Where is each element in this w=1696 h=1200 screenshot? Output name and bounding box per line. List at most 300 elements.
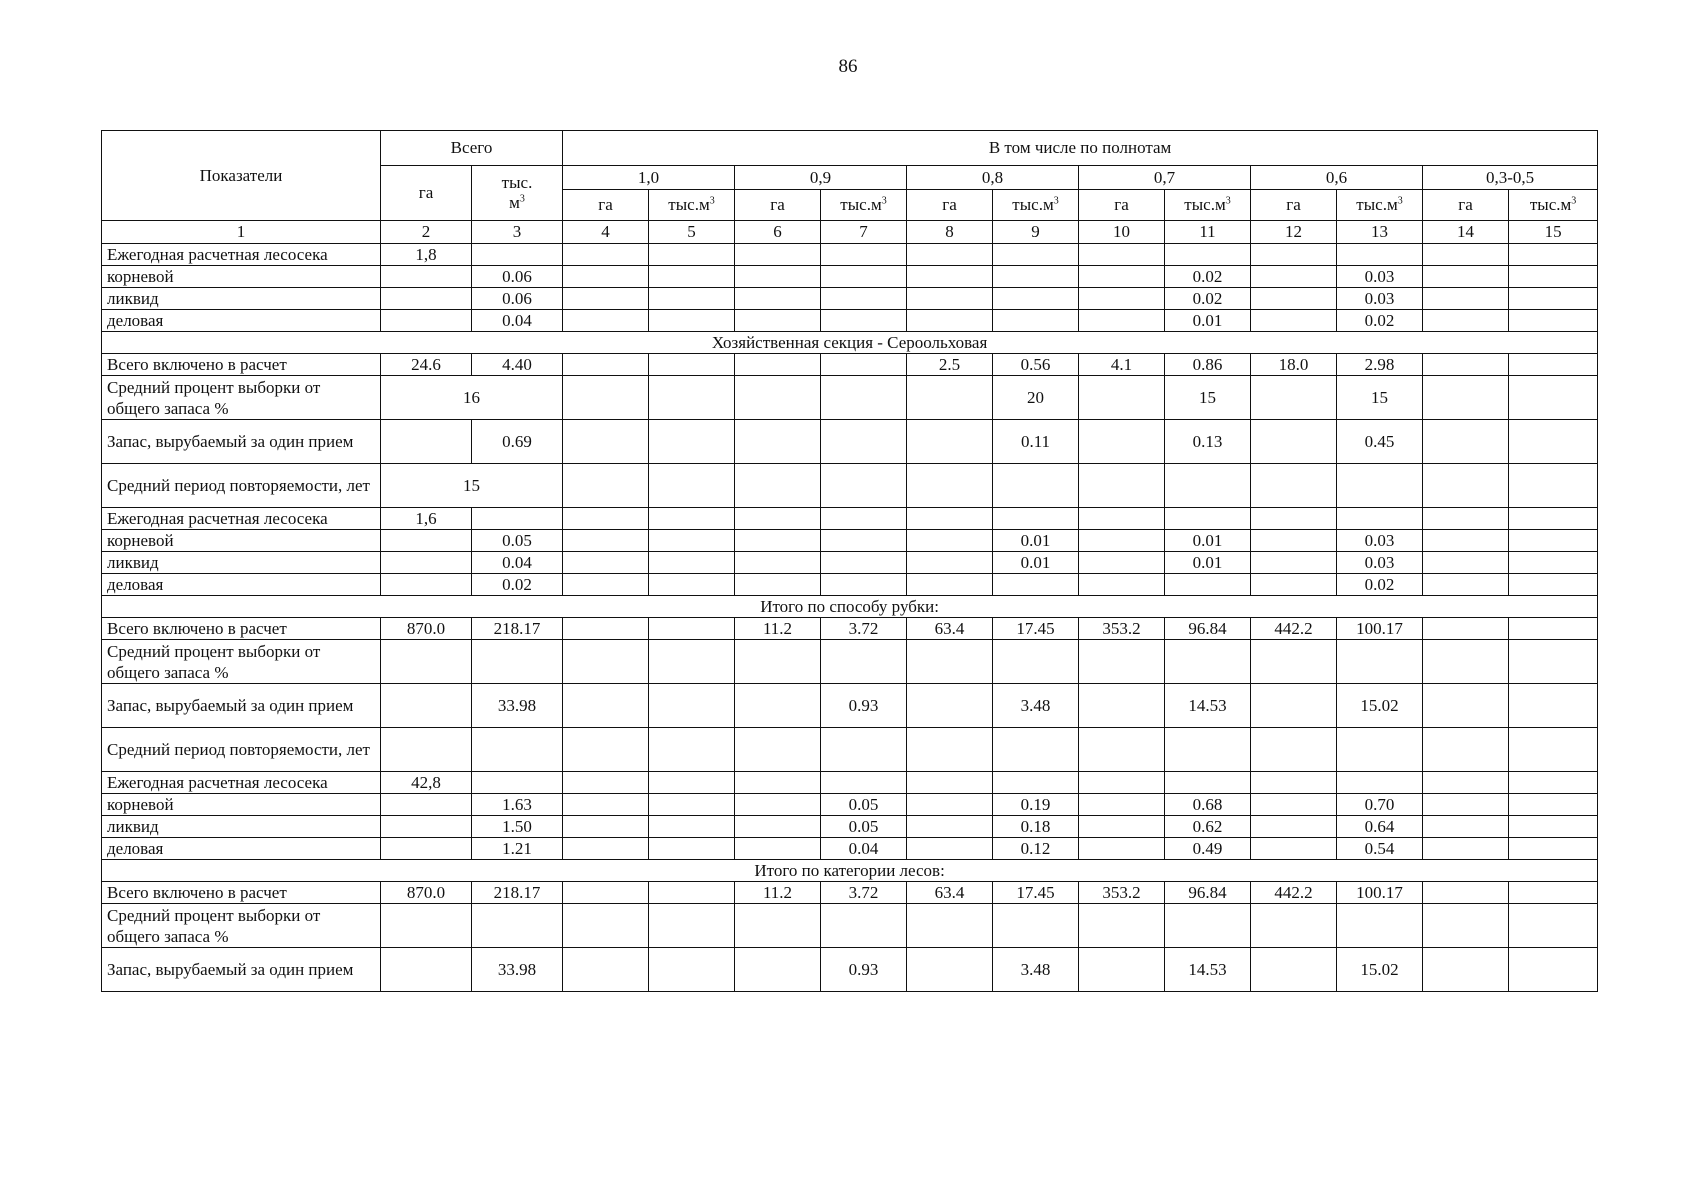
table-cell: [563, 266, 649, 288]
table-cell: [1251, 728, 1337, 772]
table-cell: 0.12: [993, 838, 1079, 860]
row-label: деловая: [102, 574, 381, 596]
table-cell: 0.49: [1165, 838, 1251, 860]
table-cell: [735, 574, 821, 596]
column-number: 10: [1079, 221, 1165, 244]
table-cell: [1165, 508, 1251, 530]
page-number: 86: [838, 56, 858, 77]
table-cell: [563, 244, 649, 266]
table-cell: [1423, 794, 1509, 816]
table-cell: 0.19: [993, 794, 1079, 816]
table-row: [102, 948, 1598, 992]
table-cell: [821, 640, 907, 684]
table-cell: [907, 376, 993, 420]
table-cell: [1423, 728, 1509, 772]
table-cell: [735, 244, 821, 266]
table-cell: [735, 552, 821, 574]
table-cell: 15.02: [1337, 684, 1423, 728]
table-cell: [907, 530, 993, 552]
table-cell: [381, 816, 472, 838]
table-cell: [472, 244, 563, 266]
table-cell: [1509, 288, 1598, 310]
table-cell: [1079, 464, 1165, 508]
table-cell: [821, 354, 907, 376]
table-cell: [821, 310, 907, 332]
unit-thous-m3: $тыс.м^3$: [993, 190, 1079, 221]
table-cell: [381, 838, 472, 860]
table-cell: [563, 574, 649, 596]
table-cell: [993, 244, 1079, 266]
table-cell: [821, 552, 907, 574]
unit-thous-m3: $тыс.м^3$: [649, 190, 735, 221]
table-cell: 870.0: [381, 618, 472, 640]
table-cell: [563, 530, 649, 552]
table-cell: [1509, 882, 1598, 904]
table-cell: [821, 574, 907, 596]
table-row: [102, 244, 1598, 266]
section-title: Итого по способу рубки:: [102, 596, 1598, 618]
column-number: 3: [472, 221, 563, 244]
table-cell: [821, 464, 907, 508]
table-cell: [649, 948, 735, 992]
table-cell: [563, 882, 649, 904]
table-row: [102, 684, 1598, 728]
table-cell: [1509, 420, 1598, 464]
row-label: Средний процент выборки от общего запаса %: [102, 640, 381, 684]
table-cell: 33.98: [472, 684, 563, 728]
table-cell: [649, 288, 735, 310]
table-cell: 0.62: [1165, 816, 1251, 838]
table-cell: [381, 640, 472, 684]
table-cell: [735, 838, 821, 860]
table-cell: [649, 376, 735, 420]
table-cell: 11.2: [735, 618, 821, 640]
section-title: Хозяйственная секция - Сероольховая: [102, 332, 1598, 354]
table-row: [102, 310, 1598, 332]
table-cell: [907, 574, 993, 596]
table-cell: 1,8: [381, 244, 472, 266]
table-cell: [649, 640, 735, 684]
table-cell: [1509, 376, 1598, 420]
unit-thous-m3: $тыс.м^3$: [1337, 190, 1423, 221]
table-row: [102, 794, 1598, 816]
table-row: [102, 838, 1598, 860]
section-row: [102, 860, 1598, 882]
table-cell: [1165, 772, 1251, 794]
table-cell: 1.21: [472, 838, 563, 860]
table-cell: 0.02: [472, 574, 563, 596]
table-cell: [735, 728, 821, 772]
table-cell: 4.1: [1079, 354, 1165, 376]
table-cell: [649, 794, 735, 816]
table-cell: [1079, 948, 1165, 992]
section-row: [102, 596, 1598, 618]
table-cell: 63.4: [907, 882, 993, 904]
table-cell: [381, 288, 472, 310]
table-cell: 0.02: [1165, 288, 1251, 310]
table-cell: [735, 794, 821, 816]
table-cell: [649, 772, 735, 794]
table-cell: [563, 794, 649, 816]
table-cell: 17.45: [993, 618, 1079, 640]
table-cell: [1337, 464, 1423, 508]
table-cell: 218.17: [472, 882, 563, 904]
table-cell: [1079, 838, 1165, 860]
header-indicators: Показатели: [102, 131, 381, 221]
table-cell: [1423, 640, 1509, 684]
table-cell: [993, 266, 1079, 288]
table-cell: [1079, 728, 1165, 772]
table-cell: 0.05: [472, 530, 563, 552]
table-cell: [907, 728, 993, 772]
table-cell: [1251, 244, 1337, 266]
table-cell: [735, 508, 821, 530]
table-cell: [472, 772, 563, 794]
table-cell: [993, 310, 1079, 332]
table-cell: [907, 904, 993, 948]
table-cell: [1423, 244, 1509, 266]
table-cell: 14.53: [1165, 948, 1251, 992]
table-cell: [993, 728, 1079, 772]
table-cell: [1165, 904, 1251, 948]
table-cell: [1251, 464, 1337, 508]
row-label: корневой: [102, 794, 381, 816]
row-label: Средний процент выборки от общего запаса %: [102, 904, 381, 948]
table-cell: [1079, 772, 1165, 794]
table-cell: 0.13: [1165, 420, 1251, 464]
table-cell: [735, 266, 821, 288]
table-cell: [563, 288, 649, 310]
column-number: 15: [1509, 221, 1598, 244]
table-cell: [381, 948, 472, 992]
unit-ha: га: [563, 190, 649, 221]
table-cell: [1423, 354, 1509, 376]
table-cell: [1079, 640, 1165, 684]
table-cell: [563, 728, 649, 772]
table-cell: [563, 684, 649, 728]
density-group-header: 0,6: [1251, 166, 1423, 190]
table-row: [102, 772, 1598, 794]
row-label: корневой: [102, 266, 381, 288]
table-cell: 24.6: [381, 354, 472, 376]
table-cell: [649, 508, 735, 530]
table-cell: 0.03: [1337, 266, 1423, 288]
table-cell: [907, 420, 993, 464]
table-cell: [993, 574, 1079, 596]
table-cell: [1423, 904, 1509, 948]
row-label: ликвид: [102, 816, 381, 838]
table-cell: [907, 816, 993, 838]
table-cell: [1251, 794, 1337, 816]
table-cell: [381, 574, 472, 596]
column-number: 9: [993, 221, 1079, 244]
table-cell: [1423, 574, 1509, 596]
table-cell: 0.18: [993, 816, 1079, 838]
table-cell: [1509, 508, 1598, 530]
table-cell: 3.48: [993, 684, 1079, 728]
table-cell: [381, 684, 472, 728]
table-cell: 100.17: [1337, 882, 1423, 904]
table-cell: [563, 464, 649, 508]
table-cell: [1251, 838, 1337, 860]
table-cell: 0.06: [472, 266, 563, 288]
table-cell: [563, 838, 649, 860]
table-cell: [1251, 508, 1337, 530]
table-cell: [1079, 574, 1165, 596]
column-number: 5: [649, 221, 735, 244]
row-label: Средний период повторяемости, лет: [102, 728, 381, 772]
table-cell: [1079, 552, 1165, 574]
table-cell: [1251, 816, 1337, 838]
table-cell: [1423, 420, 1509, 464]
table-cell: [649, 310, 735, 332]
table-cell: 15.02: [1337, 948, 1423, 992]
table-cell: 11.2: [735, 882, 821, 904]
table-cell: 15: [1337, 376, 1423, 420]
table-cell: 353.2: [1079, 618, 1165, 640]
table-cell: 353.2: [1079, 882, 1165, 904]
table-cell: [563, 354, 649, 376]
table-row: [102, 376, 1598, 420]
table-cell: [735, 288, 821, 310]
table-cell: [821, 244, 907, 266]
table-cell: 0.03: [1337, 552, 1423, 574]
table-cell: [1423, 684, 1509, 728]
table-cell: [472, 728, 563, 772]
table-row: [102, 552, 1598, 574]
table-cell: [1079, 266, 1165, 288]
column-number: 8: [907, 221, 993, 244]
table-cell: [1423, 266, 1509, 288]
table-cell: [1509, 640, 1598, 684]
table-cell: [1423, 618, 1509, 640]
table-cell: [381, 904, 472, 948]
table-cell: 0.03: [1337, 530, 1423, 552]
table-cell: [1251, 684, 1337, 728]
table-cell: [735, 530, 821, 552]
table-cell: [735, 772, 821, 794]
table-cell: [649, 244, 735, 266]
table-cell: [649, 904, 735, 948]
table-cell: [1509, 244, 1598, 266]
table-cell: [472, 508, 563, 530]
section-row: [102, 332, 1598, 354]
table-cell: 96.84: [1165, 618, 1251, 640]
table-cell: 0.11: [993, 420, 1079, 464]
table-cell: [907, 266, 993, 288]
table-cell: [1251, 904, 1337, 948]
table-cell: [1165, 244, 1251, 266]
table-cell: 0.93: [821, 684, 907, 728]
table-cell: [1251, 574, 1337, 596]
table-cell: 0.70: [1337, 794, 1423, 816]
table-cell: [1509, 684, 1598, 728]
table-cell: 4.40: [472, 354, 563, 376]
table-cell: [993, 904, 1079, 948]
table-cell: [821, 288, 907, 310]
table-cell: [1251, 376, 1337, 420]
table-cell: [735, 948, 821, 992]
table-cell: [1423, 552, 1509, 574]
table-cell: [381, 794, 472, 816]
table-cell: [649, 882, 735, 904]
table-cell: 42,8: [381, 772, 472, 794]
table-cell: 0.02: [1165, 266, 1251, 288]
table-row: [102, 420, 1598, 464]
table-cell: [563, 552, 649, 574]
table-cell: 100.17: [1337, 618, 1423, 640]
table-cell: 1.63: [472, 794, 563, 816]
table-row: [102, 574, 1598, 596]
table-cell: [735, 354, 821, 376]
table-cell: [821, 530, 907, 552]
table-cell: 0.03: [1337, 288, 1423, 310]
table-cell: [381, 728, 472, 772]
row-label: Ежегодная расчетная лесосека: [102, 508, 381, 530]
table-cell: [735, 904, 821, 948]
table-cell: 96.84: [1165, 882, 1251, 904]
table-cell: [1509, 618, 1598, 640]
header-total-thous-m3: тыс. $м^3$: [472, 166, 563, 221]
merged-total-cell: 16: [381, 376, 563, 420]
table-cell: [649, 574, 735, 596]
row-label: ликвид: [102, 552, 381, 574]
row-label: деловая: [102, 838, 381, 860]
table-row: [102, 288, 1598, 310]
table-cell: 0.06: [472, 288, 563, 310]
table-cell: 3.72: [821, 618, 907, 640]
table-row: [102, 266, 1598, 288]
table-row: [102, 816, 1598, 838]
density-group-header: 0,3-0,5: [1423, 166, 1598, 190]
table-cell: 20: [993, 376, 1079, 420]
table-cell: [735, 310, 821, 332]
table-cell: [1423, 816, 1509, 838]
table-row: [102, 464, 1598, 508]
section-title: Итого по категории лесов:: [102, 860, 1598, 882]
table-cell: [381, 530, 472, 552]
table-cell: [1509, 904, 1598, 948]
table-cell: [1165, 640, 1251, 684]
table-cell: [735, 420, 821, 464]
table-cell: [1165, 574, 1251, 596]
table-cell: 3.72: [821, 882, 907, 904]
table-cell: [1509, 728, 1598, 772]
table-cell: [1423, 508, 1509, 530]
table-cell: [1079, 244, 1165, 266]
table-cell: 0.68: [1165, 794, 1251, 816]
table-cell: [381, 420, 472, 464]
table-cell: [563, 772, 649, 794]
table-cell: [381, 552, 472, 574]
table-cell: [993, 772, 1079, 794]
table-cell: [1337, 728, 1423, 772]
table-cell: [907, 552, 993, 574]
table-cell: [1251, 310, 1337, 332]
table-cell: [1423, 772, 1509, 794]
table-cell: [381, 310, 472, 332]
row-label: деловая: [102, 310, 381, 332]
table-cell: 0.05: [821, 794, 907, 816]
forest-table: [101, 130, 1598, 992]
table-cell: [563, 816, 649, 838]
table-cell: 2.98: [1337, 354, 1423, 376]
table-cell: [907, 948, 993, 992]
table-cell: [1509, 948, 1598, 992]
table-cell: [1079, 816, 1165, 838]
table-cell: [735, 376, 821, 420]
column-number: 14: [1423, 221, 1509, 244]
table-cell: 3.48: [993, 948, 1079, 992]
table-row: [102, 640, 1598, 684]
row-label: Запас, вырубаемый за один прием: [102, 948, 381, 992]
table-cell: [563, 508, 649, 530]
table-cell: [1251, 640, 1337, 684]
table-cell: 0.01: [993, 552, 1079, 574]
table-cell: [1337, 508, 1423, 530]
table-cell: [821, 508, 907, 530]
column-number: 6: [735, 221, 821, 244]
table-cell: [1509, 794, 1598, 816]
table-cell: [1251, 288, 1337, 310]
table-cell: [907, 244, 993, 266]
table-cell: [735, 816, 821, 838]
unit-ha: га: [1251, 190, 1337, 221]
table-cell: [472, 904, 563, 948]
table-cell: [907, 508, 993, 530]
density-group-header: 0,7: [1079, 166, 1251, 190]
table-cell: [381, 266, 472, 288]
table-cell: [1423, 310, 1509, 332]
table-cell: [1509, 772, 1598, 794]
table-cell: [649, 838, 735, 860]
table-cell: [1079, 530, 1165, 552]
table-cell: [563, 420, 649, 464]
table-cell: 0.93: [821, 948, 907, 992]
table-cell: [1079, 376, 1165, 420]
table-cell: [1423, 838, 1509, 860]
table-cell: [1509, 266, 1598, 288]
table-cell: [1423, 948, 1509, 992]
table-cell: 0.02: [1337, 574, 1423, 596]
table-cell: [907, 288, 993, 310]
table-row: [102, 904, 1598, 948]
table-cell: [1423, 376, 1509, 420]
header-including-by-density: В том числе по полнотам: [563, 131, 1598, 166]
table-cell: [907, 640, 993, 684]
column-number-row: [102, 221, 1598, 244]
table-cell: [1509, 552, 1598, 574]
table-cell: [649, 464, 735, 508]
table-cell: [1251, 552, 1337, 574]
table-cell: [1337, 772, 1423, 794]
row-label: ликвид: [102, 288, 381, 310]
table-cell: [735, 684, 821, 728]
row-label: Ежегодная расчетная лесосека: [102, 244, 381, 266]
table-cell: [563, 376, 649, 420]
table-cell: [993, 288, 1079, 310]
table-cell: [649, 530, 735, 552]
table-cell: 442.2: [1251, 882, 1337, 904]
table-cell: 2.5: [907, 354, 993, 376]
table-cell: [1079, 420, 1165, 464]
table-cell: [1251, 530, 1337, 552]
table-cell: 870.0: [381, 882, 472, 904]
column-number: 11: [1165, 221, 1251, 244]
column-number: 13: [1337, 221, 1423, 244]
table-cell: [649, 266, 735, 288]
table-cell: [1337, 640, 1423, 684]
